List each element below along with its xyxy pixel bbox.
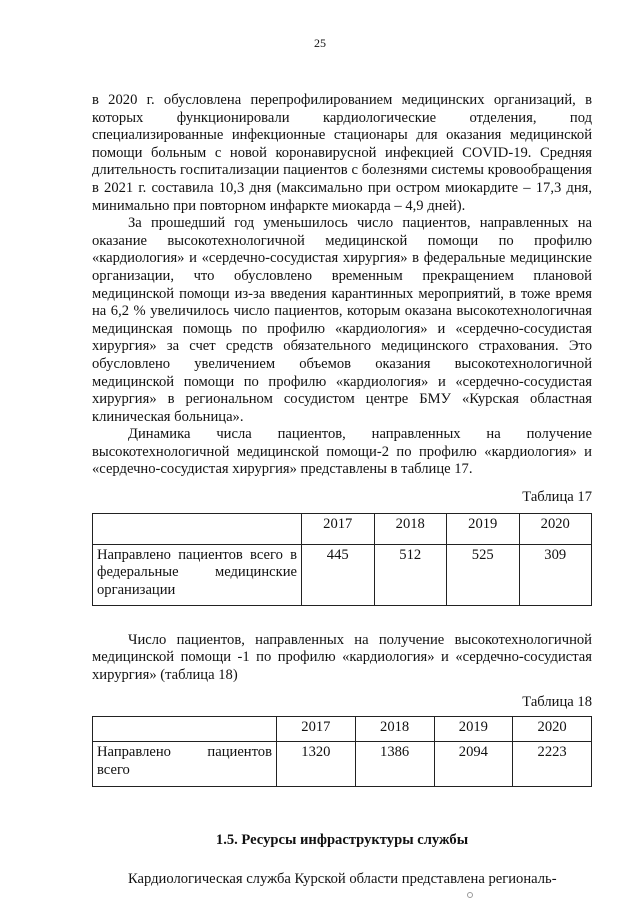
table-cell: 445 <box>302 544 375 605</box>
paragraph-service-intro: Кардиологическая служба Курской области представлена региональ- <box>128 871 557 888</box>
section-heading: 1.5. Ресурсы инфраструктуры службы <box>215 832 469 849</box>
table-cell <box>93 513 302 544</box>
table17-caption: Таблица 17 <box>522 489 592 506</box>
table-17 <box>92 513 592 606</box>
paragraph-covid-repurposing: в 2020 г. обусловлена перепрофилированием медицинских организаций, в которых функционировали кардиологические отделения, под специализированные инфекционные стационары для оказания медицинской помощи больным с новой коронавирусной инфекцией COVID-19. Средняя длительность госпитализации пациентов с болезнями системы кровообращения в 2021 г. составила 10,3 дня (максимально при остром миокардите – 17,3 дня, минимально при повторном инфаркте миокарда – 4,9 дней). <box>92 92 592 214</box>
year-header: 2019 <box>434 717 513 742</box>
table-cell: 2223 <box>513 742 592 787</box>
table-row <box>93 513 592 544</box>
page-number: 25 <box>314 36 326 50</box>
table-cell: 309 <box>519 544 592 605</box>
table18-caption: Таблица 18 <box>522 694 592 711</box>
table-cell: 525 <box>447 544 520 605</box>
year-header: 2017 <box>277 717 356 742</box>
scan-mark <box>467 892 473 898</box>
table-row <box>93 717 592 742</box>
table-row <box>93 544 592 605</box>
document-body <box>92 92 592 889</box>
table-cell: 512 <box>374 544 447 605</box>
row-label: Направлено пациентов всего в федеральные медицинские организации <box>93 544 302 605</box>
row-label-word: пациентов <box>207 744 272 761</box>
table-row <box>93 742 592 787</box>
row-label <box>93 742 277 787</box>
row-label-word: Направлено <box>97 744 171 761</box>
year-header: 2019 <box>447 513 520 544</box>
paragraph-table17-intro: Динамика числа пациентов, направленных на получение высокотехнологичной медицинской помощи-2 по профилю «кардиология» и «сердечно-сосудистая хирургия» представлены в таблице 17. <box>92 426 592 478</box>
row-label-word: всего <box>97 761 130 778</box>
table-cell: 2094 <box>434 742 513 787</box>
paragraph-table18-intro: Число пациентов, направленных на получение высокотехнологичной медицинской помощи -1 по профилю «кардиология» и «сердечно-сосудистая хирургия» (таблица 18) <box>92 631 592 683</box>
table-18 <box>92 716 592 787</box>
year-header: 2017 <box>302 513 375 544</box>
table-cell: 1320 <box>277 742 356 787</box>
year-header: 2018 <box>355 717 434 742</box>
table-cell: 1386 <box>355 742 434 787</box>
year-header: 2018 <box>374 513 447 544</box>
paragraph-hightech-care: За прошедший год уменьшилось число пациентов, направленных на оказание высокотехнологичной медицинской помощи по профилю «кардиология» и «сердечно-сосудистая хирургия» в федеральные медицинские организации, что обусловлено временным прекращением плановой медицинской помощи из-за введения карантинных мероприятий, в тоже время на 6,2 % увеличилось число пациентов, которым оказана высокотехнологичная медицинская помощь по профилю «кардиология» и «сердечно-сосудистая хирургия» за счет средств обязательного медицинского страхования. Это обусловлено увеличением объемов оказания высокотехнологичной медицинской помощи по профилю «кардиология» и «сердечно-сосудистая хирургия» в региональном сосудистом центре БМУ «Курская областная клиническая больница». <box>92 215 592 425</box>
year-header: 2020 <box>519 513 592 544</box>
year-header: 2020 <box>513 717 592 742</box>
table-cell <box>93 717 277 742</box>
